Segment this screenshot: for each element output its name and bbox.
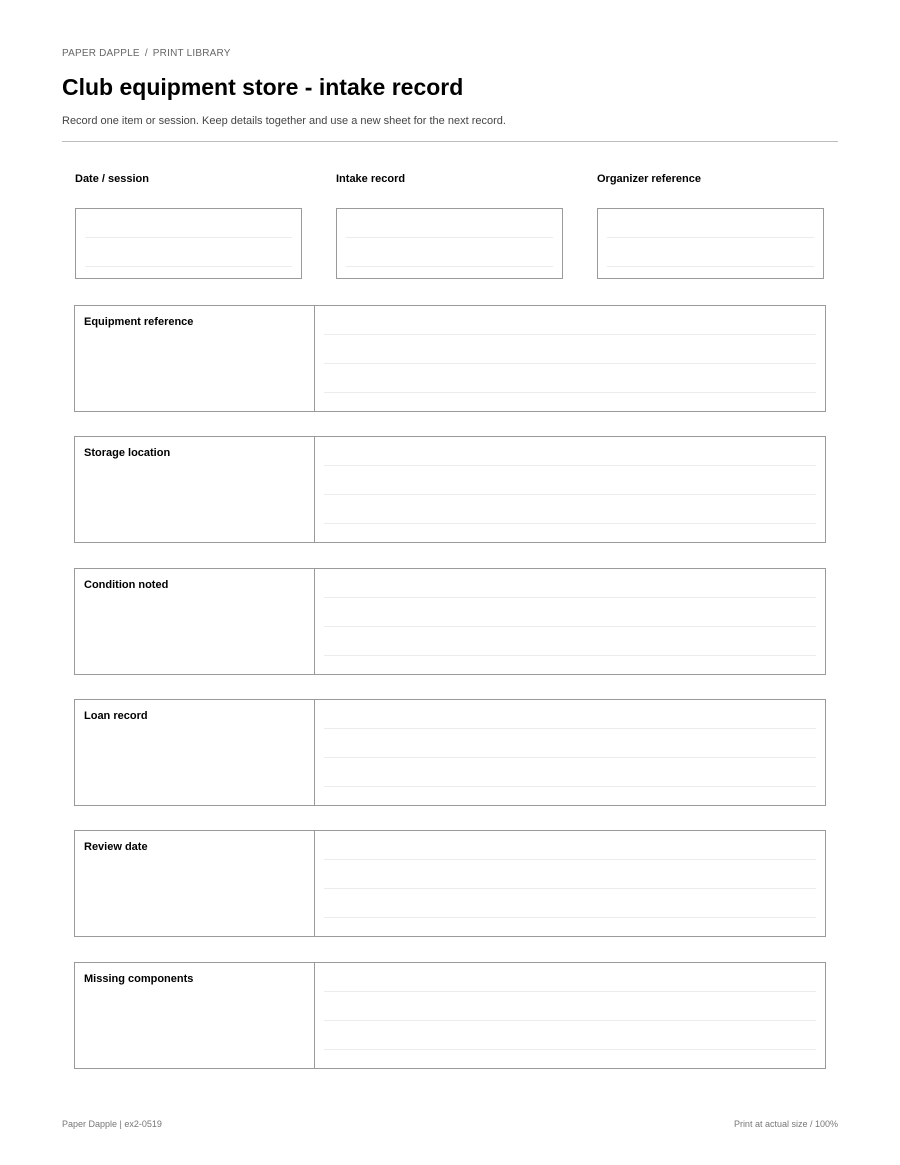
- intake-record-label: Intake record: [336, 173, 406, 185]
- writing-line: [607, 266, 814, 267]
- footer-document-id: Paper Dapple | ex2-0519: [62, 1119, 162, 1129]
- writing-line[interactable]: [324, 392, 816, 393]
- review-date-label: Review date: [84, 841, 148, 853]
- section-condition-noted: [74, 568, 826, 675]
- section-label-cell: [75, 831, 315, 936]
- writing-line[interactable]: [324, 1049, 816, 1050]
- loan-record-label: Loan record: [84, 710, 148, 722]
- writing-line[interactable]: [324, 1020, 816, 1021]
- writing-line[interactable]: [324, 626, 816, 627]
- breadcrumb-separator: /: [144, 48, 148, 59]
- writing-line[interactable]: [324, 655, 816, 656]
- writing-line[interactable]: [324, 494, 816, 495]
- section-label-cell: [75, 963, 315, 1068]
- date-session-label: Date / session: [75, 173, 149, 185]
- writing-line: [346, 266, 553, 267]
- breadcrumb: [62, 48, 231, 59]
- writing-line[interactable]: [324, 465, 816, 466]
- section-label-cell: [75, 700, 315, 805]
- section-label-cell: [75, 306, 315, 411]
- writing-line: [346, 237, 553, 238]
- section-label-cell: [75, 437, 315, 542]
- section-equipment-reference: [74, 305, 826, 412]
- date-session-field[interactable]: [75, 208, 302, 279]
- intake-record-field[interactable]: [336, 208, 563, 279]
- writing-line: [607, 237, 814, 238]
- writing-line[interactable]: [324, 523, 816, 524]
- writing-line[interactable]: [324, 597, 816, 598]
- writing-line[interactable]: [324, 991, 816, 992]
- writing-line: [85, 237, 292, 238]
- breadcrumb-brand[interactable]: PAPER DAPPLE: [62, 48, 140, 59]
- organizer-reference-label: Organizer reference: [597, 173, 701, 185]
- writing-line[interactable]: [324, 757, 816, 758]
- writing-line[interactable]: [324, 786, 816, 787]
- section-loan-record: [74, 699, 826, 806]
- header-divider: [62, 141, 838, 142]
- section-storage-location: [74, 436, 826, 543]
- page-title: Club equipment store - intake record: [62, 74, 464, 100]
- writing-line: [85, 266, 292, 267]
- writing-line[interactable]: [324, 363, 816, 364]
- missing-components-label: Missing components: [84, 973, 194, 985]
- organizer-reference-field[interactable]: [597, 208, 824, 279]
- footer-print-note: Print at actual size / 100%: [733, 1119, 838, 1129]
- condition-noted-label: Condition noted: [84, 579, 169, 591]
- section-review-date: [74, 830, 826, 937]
- writing-line[interactable]: [324, 917, 816, 918]
- writing-line[interactable]: [324, 888, 816, 889]
- writing-line[interactable]: [324, 859, 816, 860]
- section-label-cell: [75, 569, 315, 674]
- breadcrumb-section[interactable]: PRINT LIBRARY: [152, 48, 231, 59]
- writing-line[interactable]: [324, 334, 816, 335]
- section-missing-components: [74, 962, 826, 1069]
- writing-line[interactable]: [324, 728, 816, 729]
- page-subtitle: Record one item or session. Keep details together and use a new sheet for the next record.: [62, 115, 506, 127]
- storage-location-label: Storage location: [84, 447, 171, 459]
- equipment-reference-label: Equipment reference: [84, 316, 194, 328]
